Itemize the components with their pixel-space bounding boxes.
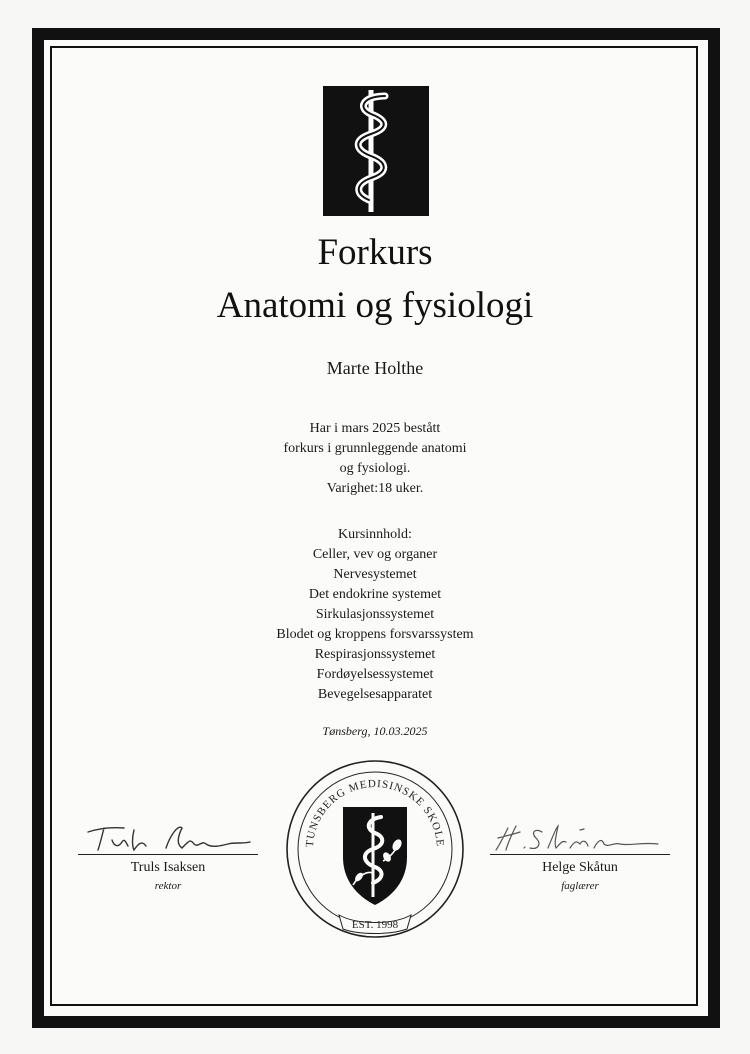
seal-arc-text: TUNSBERG MEDISINSKE SKOLE xyxy=(303,777,447,848)
place-and-date: Tønsberg, 10.03.2025 xyxy=(322,724,428,738)
staff-of-asclepius-icon xyxy=(323,86,429,216)
handwritten-signature xyxy=(78,818,258,852)
course-content xyxy=(0,525,750,705)
course-content-heading: Kursinnhold: xyxy=(338,527,412,542)
signer-name: Truls Isaksen xyxy=(130,860,206,875)
course-content-item: Celler, vev og organer xyxy=(312,547,438,562)
course-content-item: Respirasjonssystemet xyxy=(314,647,436,662)
course-content-item: Blodet og kroppens forsvarssystem xyxy=(276,627,474,642)
description-line: Har i mars 2025 bestått xyxy=(309,421,441,436)
signer-name: Helge Skåtun xyxy=(542,860,618,875)
achievement-description xyxy=(0,419,750,499)
signer-role: rektor xyxy=(154,880,182,892)
signature-line xyxy=(490,854,670,855)
certificate-subtitle: Anatomi og fysiologi xyxy=(216,285,534,326)
course-content-item: Sirkulasjonssystemet xyxy=(315,607,435,622)
description-line: forkurs i grunnleggende anatomi xyxy=(283,441,467,456)
description-line: og fysiologi. xyxy=(339,461,411,476)
signature-line xyxy=(78,854,258,855)
signer-role: faglærer xyxy=(561,880,599,892)
signature-block-rektor xyxy=(78,818,258,892)
course-content-item: Nervesystemet xyxy=(333,567,417,582)
certificate-title: Forkurs xyxy=(317,232,433,273)
seal-established: EST. 1998 xyxy=(351,919,399,931)
school-seal xyxy=(283,757,467,941)
course-content-item: Det endokrine systemet xyxy=(308,587,442,602)
course-content-item: Bevegelsesapparatet xyxy=(317,687,433,702)
course-content-item: Fordøyelsessystemet xyxy=(316,667,434,682)
recipient-name: Marte Holthe xyxy=(326,358,424,378)
description-line: Varighet:18 uker. xyxy=(326,481,424,496)
signature-block-faglaerer xyxy=(490,818,670,892)
handwritten-signature xyxy=(490,818,670,852)
